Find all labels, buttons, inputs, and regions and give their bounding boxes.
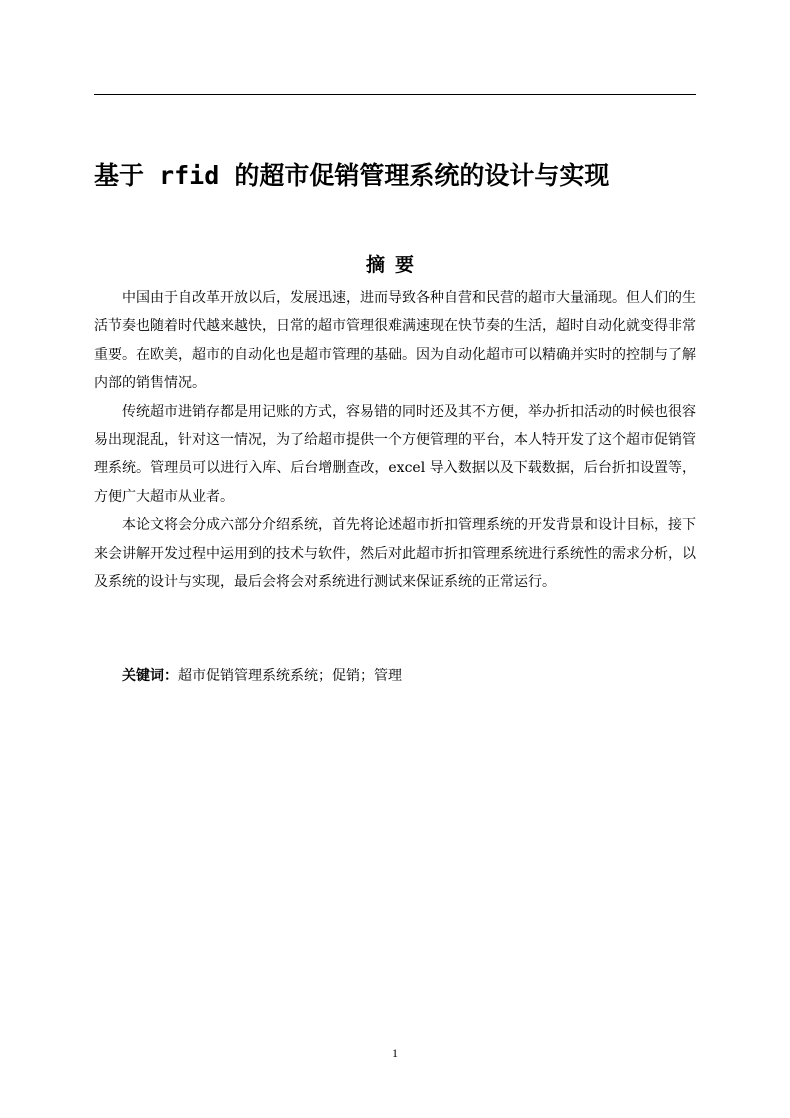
abstract-paragraph-1: 中国由于自改革开放以后，发展迅速，进而导致各种自营和民营的超市大量涌现。但人们的生活节奏也随着时代越来越快，日常的超市管理很难满速现在快节奏的生活，超时自动化就变得非常重要。在欧美，超市的自动化也是超市管理的基础。因为自动化超市可以精确并实时的控制与了解内部的销售情况。 — [94, 290, 696, 392]
abstract-paragraph-2: 传统超市进销存都是用记账的方式，容易错的同时还及其不方便，举办折扣活动的时候也很容易出现混乱，针对这一情况，为了给超市提供一个方便管理的平台，本人特开发了这个超市促销管理系统。管理员可以进行入库、后台增删查改，excel 导入数据以及下载数据，后台折扣设置等，方便广大超市从业者。 — [94, 403, 696, 505]
document-title — [94, 154, 734, 198]
keywords-label: 关键词： — [122, 668, 178, 684]
abstract-heading: 摘要 — [365, 254, 424, 276]
abstract-body — [94, 284, 696, 596]
title-suffix: 的超市促销管理系统的设计与实现 — [234, 161, 610, 190]
title-code: rfid — [144, 161, 235, 190]
page-number: 1 — [392, 1046, 398, 1060]
title-prefix: 基于 — [94, 161, 145, 190]
keywords-line — [122, 664, 402, 688]
keywords-text: 超市促销管理系统系统；促销；管理 — [178, 668, 402, 684]
header-rule — [94, 94, 696, 95]
abstract-paragraph-3: 本论文将会分成六部分介绍系统，首先将论述超市折扣管理系统的开发背景和设计目标，接下来会讲解开发过程中运用到的技术与软件，然后对此超市折扣管理系统进行系统性的需求分析，以及系统的设计与实现，最后会将会对系统进行测试来保证系统的正常运行。 — [94, 517, 696, 591]
